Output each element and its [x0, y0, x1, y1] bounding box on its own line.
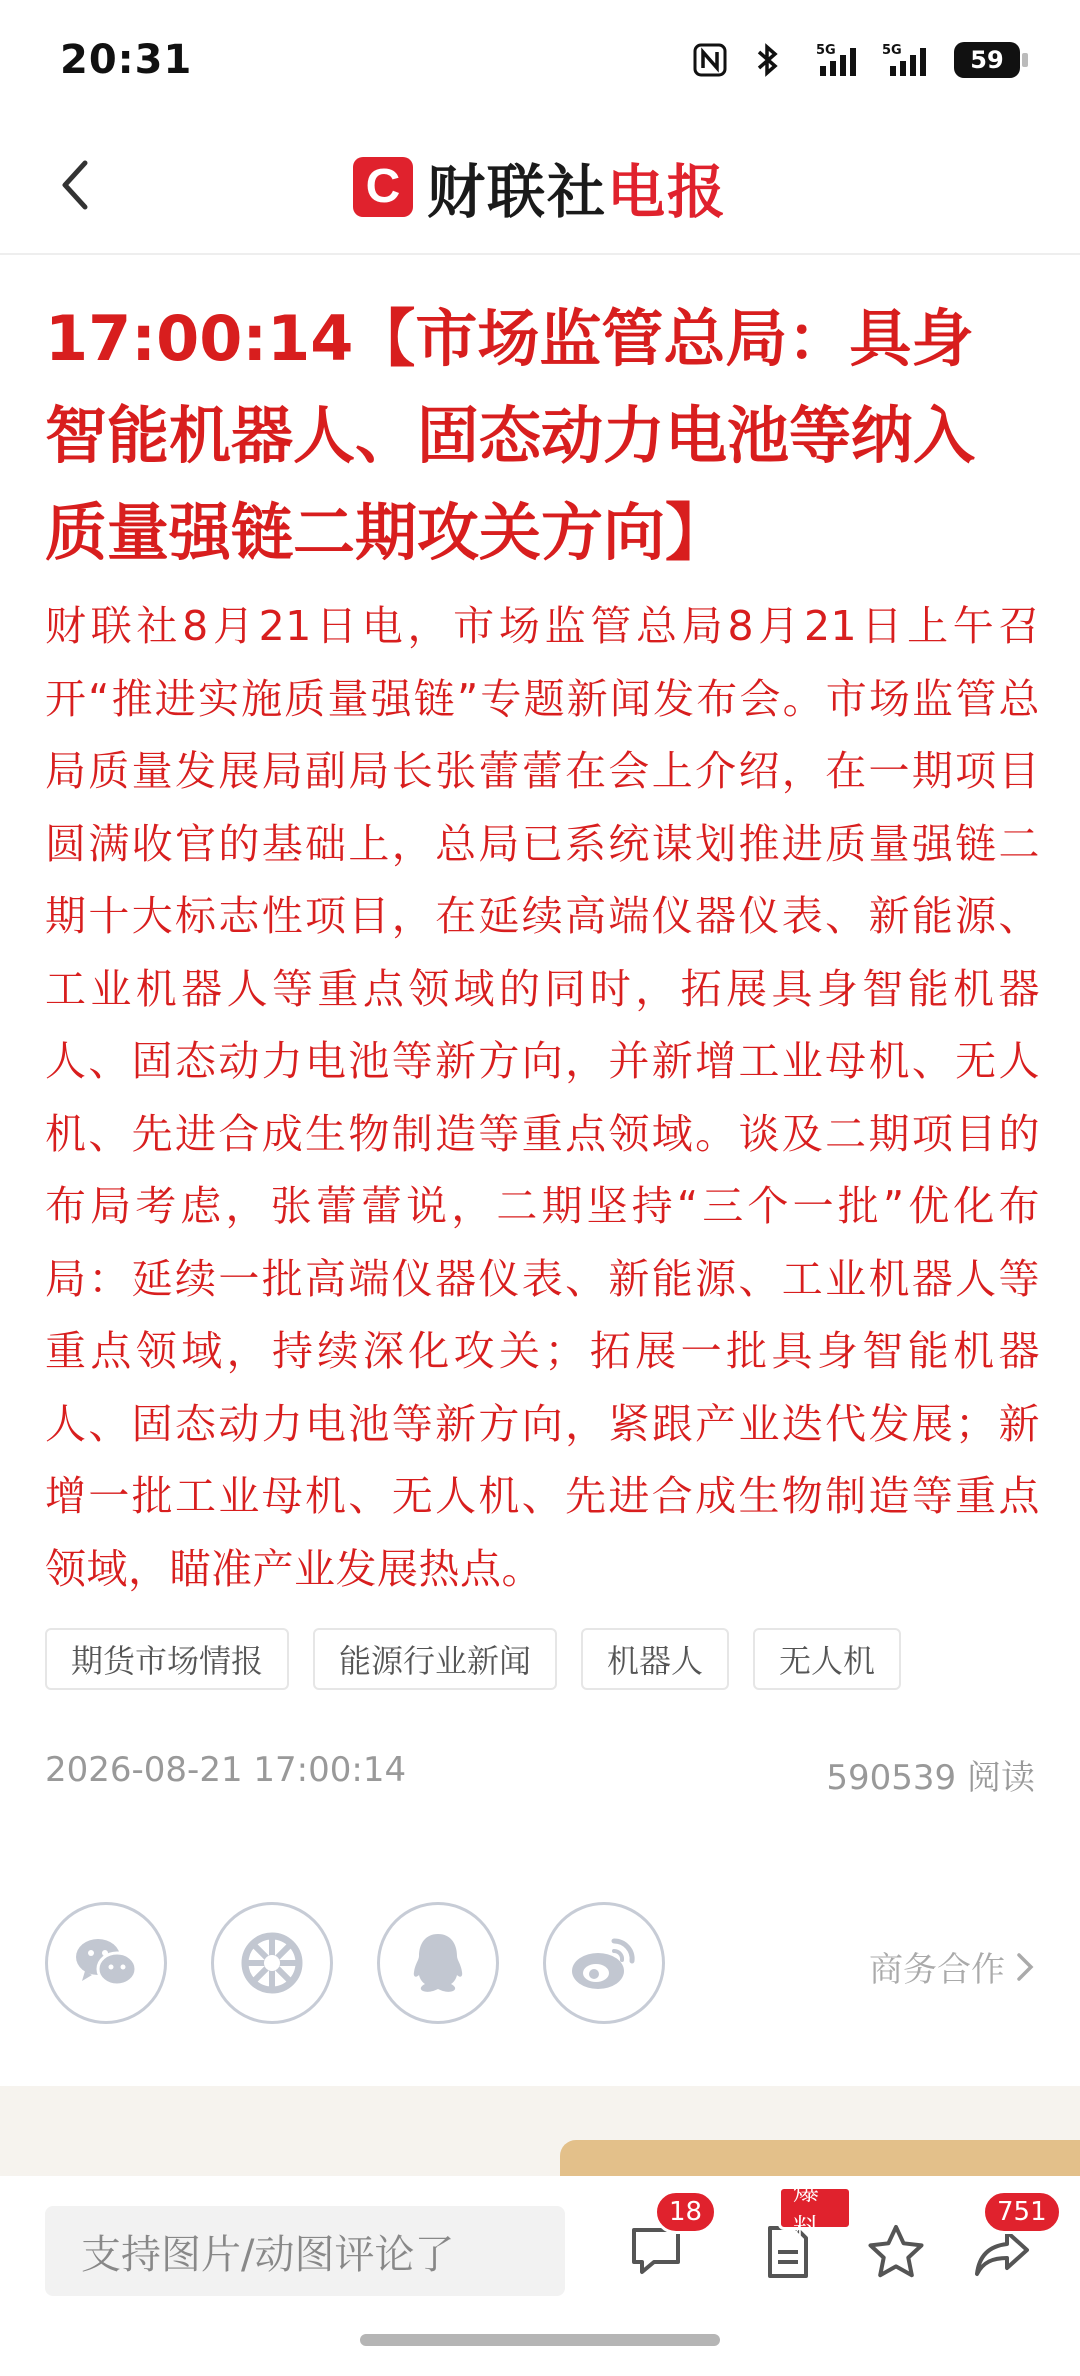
report-button[interactable] — [752, 2177, 824, 2288]
share-count-badge: 751 — [982, 2190, 1062, 2234]
share-qq-button[interactable] — [377, 1902, 499, 2024]
article-meta — [45, 1750, 1035, 1799]
battery-indicator: 59 — [954, 42, 1020, 78]
qq-icon — [410, 1930, 466, 1996]
weibo-icon — [568, 1933, 640, 1993]
signal-icon — [806, 40, 862, 80]
logo-text — [427, 145, 727, 229]
tag-item[interactable]: 机器人 — [581, 1628, 729, 1690]
wechat-icon — [71, 1933, 141, 1993]
share-button[interactable] — [966, 2197, 1047, 2288]
app-logo — [353, 145, 727, 229]
comment-input[interactable]: 支持图片/动图评论了 — [45, 2206, 565, 2296]
read-count: 590539 阅读 — [826, 1758, 1035, 1798]
chevron-left-icon — [55, 155, 95, 215]
logo-text-black: 财联社 — [426, 157, 607, 226]
chevron-right-icon — [1015, 1951, 1035, 1983]
moments-icon — [239, 1930, 305, 1996]
article-body: 财联社8月21日电，市场监管总局8月21日上午召开“推进实施质量强链”专题新闻发布会。市场监管总局质量发展局副局长张蕾蕾在会上介绍，在一期项目圆满收官的基础上，总局已系统谋划推进质量强链二期十大标志性项目，在延续高端仪器仪表、新能源、工业机器人等重点领域的同时，拓展具身智能机器人、固态动力电池等新方向，并新增工业母机、无人机、先进合成生物制造等重点领域。谈及二期项目的布局考虑，张蕾蕾说，二期坚持“三个一批”优化布局：延续一批高端仪器仪表、新能源、工业机器人等重点领域，持续深化攻关；拓展一批具身智能机器人、固态动力电池等新方向，紧跟产业迭代发展；新增一批工业母机、无人机、先进合成生物制造等重点领域，瞄准产业发展热点。 — [45, 602, 1040, 1593]
tag-item[interactable]: 能源行业新闻 — [313, 1628, 557, 1690]
share-moments-button[interactable] — [211, 1902, 333, 2024]
tag-item[interactable]: 期货市场情报 — [45, 1628, 289, 1690]
share-row — [45, 1902, 665, 2024]
status-bar — [0, 0, 1080, 120]
favorite-button[interactable] — [860, 2216, 932, 2288]
article-title: 17:00:14【市场监管总局：具身智能机器人、固态动力电池等纳入质量强链二期攻关方向】 — [45, 302, 976, 569]
comment-count-badge: 18 — [654, 2190, 717, 2234]
status-time: 20:31 — [60, 37, 193, 83]
logo-text-red: 电报 — [607, 157, 728, 226]
signal-icon-2 — [880, 40, 936, 80]
comments-button[interactable] — [620, 2197, 703, 2288]
nfc-icon — [690, 40, 730, 80]
business-cooperation-link[interactable] — [869, 1942, 1035, 1991]
home-indicator — [360, 2334, 720, 2346]
star-icon — [865, 2222, 927, 2282]
app-header — [0, 120, 1080, 255]
report-label-badge: 爆料 — [778, 2186, 852, 2230]
bluetooth-icon — [748, 40, 788, 80]
share-weibo-button[interactable] — [543, 1902, 665, 2024]
tag-item[interactable]: 无人机 — [753, 1628, 901, 1690]
tag-list — [45, 1628, 901, 1690]
bottom-bar — [0, 2176, 1080, 2376]
back-button[interactable] — [40, 150, 110, 220]
business-label: 商务合作 — [869, 1950, 1005, 1990]
share-wechat-button[interactable] — [45, 1902, 167, 2024]
publish-datetime: 2026-08-21 17:00:14 — [45, 1750, 407, 1790]
status-icons — [690, 40, 1020, 80]
svg-text:5G: 5G — [882, 43, 902, 58]
logo-mark: C — [353, 157, 413, 217]
svg-text:5G: 5G — [816, 43, 836, 58]
